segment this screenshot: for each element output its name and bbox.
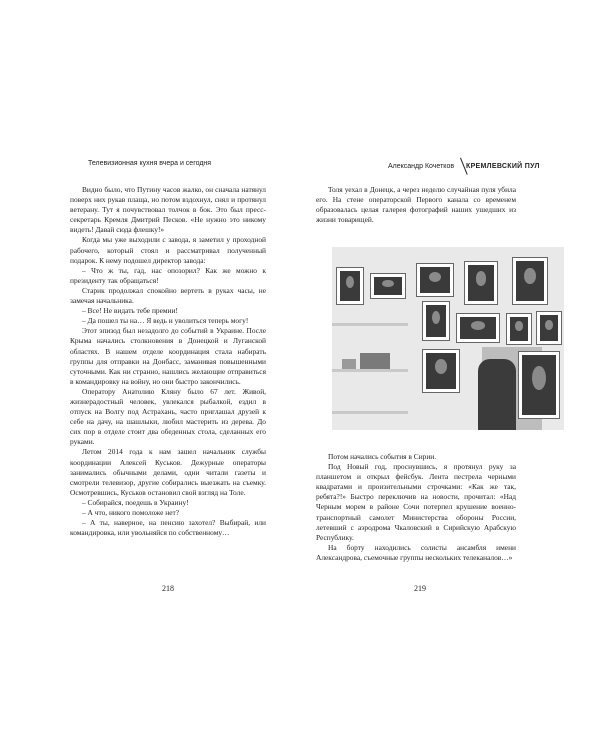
portrait-frame [512,257,548,305]
paragraph: – А что, никого помоложе нет? [82,508,180,517]
portrait-frame [336,267,364,305]
header-author: Александр Кочетков [388,163,455,170]
paragraph: – Все! Не видать тебе премии! [82,306,178,316]
paragraph: – А ты, наверное, на пенсию захотел? Выбирай, или командировка, или увольняйся по собственному… [70,518,266,538]
paragraph: – Что ж ты, гад, нас опозорил? Как же можно к президенту так обращаться! [70,265,266,285]
page-number-right: 219 [414,584,426,593]
header-book-title: КРЕМЛЕВСКИЙ ПУЛ [466,163,540,170]
portrait-frame [464,261,498,305]
portrait-frame [536,311,562,345]
paragraph: Видно было, что Путину часов жалко, он сначала натянул поверх них рукав плаща, но потом вздохнул, снял и протянул ветерану. Тут я почувствовал толчок в бок. Это был пресс-секретарь Кремля Дмитрий Песков. «Не нужно это никому видеть! Давай сюда флешку!» [70,185,266,235]
paragraph: Под Новый год, проснувшись, я протянул руку за планшетом и открыл фейсбук. Лента пестрела черными квадратами и произительными строчками: «Как же так, ребята?!» Быстро переключив на новости, прочитал: «Над Черным морем в районе Сочи потерпел крушение военно-транспортный самолет Министерства обороны России, летевший с аэродрома Чкаловский в Сирийскую Арабскую Республику. [316,462,516,542]
photo-device [360,353,390,369]
paragraph: Потом начались события в Сирии. [328,452,437,461]
memorial-photo [332,247,564,430]
paragraph: Когда мы уже выходили с завода, я заметил у проходной рабочего, который стоял и рассматривал полученный подарок. К нему подошел директор завода: [70,235,266,265]
portrait-frame [518,351,560,419]
running-header-right [330,160,570,178]
portrait-frame [422,349,460,393]
paragraph: – Да пошел ты на… Я ведь и уволиться теперь могу! [82,316,249,326]
paragraph: Этот эпизод был незадолго до событий в Украине. После Крыма начались столкновения в Донецкой и Луганской областях. В нашем отделе координация стала набирать группы для отправки на Донбасс, заманивая повышенными суточными. Как ни странно, нашлись желающие отправиться в командировку на войну, но они быстро закончились. [70,326,266,386]
right-page-text-bottom [316,452,516,563]
photo-device [342,359,356,369]
paragraph: На борту находились солисты ансамбля имени Александрова, съемочные группы нескольких телеканалов…» [316,542,516,562]
right-page-text-top [316,185,516,225]
running-header-left: Телевизионная кухня вчера и сегодня [88,160,212,167]
shelf [332,369,408,372]
photo-person [478,359,516,430]
shelf [332,323,408,326]
portrait-frame [506,313,532,345]
portrait-frame [456,313,500,343]
portrait-frame [370,273,406,299]
paragraph: Толя уехал в Донецк, а через неделю случайная пуля убила его. На стене операторской Первого канала со временем образовалась целая галерея фотографий наших ушедших из жизни товарищей. [316,185,516,225]
paragraph: – Собирайся, поедешь в Украину! [82,497,189,507]
shelf [332,411,408,414]
left-page-text [70,185,266,538]
paragraph: Старик продолжал спокойно вертеть в руках часы, не замечая начальника. [70,285,266,306]
page-number-left: 218 [162,584,174,593]
paragraph: Летом 2014 года к нам зашел начальник службы координации Алексей Куськов. Дежурные операторы занимались обычными делами, одни читали газеты и смотрели телевизор, другие собирались выезжать на съемку. Осмотревшись, Куськов остановил свой взгляд на Толе. [70,447,266,497]
portrait-frame [422,301,450,341]
paragraph: Оператору Анатолию Кляну было 67 лет. Живой, жизнерадостный человек, увлекался рыбалкой, ездил в отпуск на Волгу под Астрахань, часто приглашал друзей к себе на дачу, на шашлыки, любил мастерить из дерева. До сих пор в отделе стоит два обеденных стола, сделанных его руками. [70,386,266,447]
portrait-frame [416,263,454,297]
